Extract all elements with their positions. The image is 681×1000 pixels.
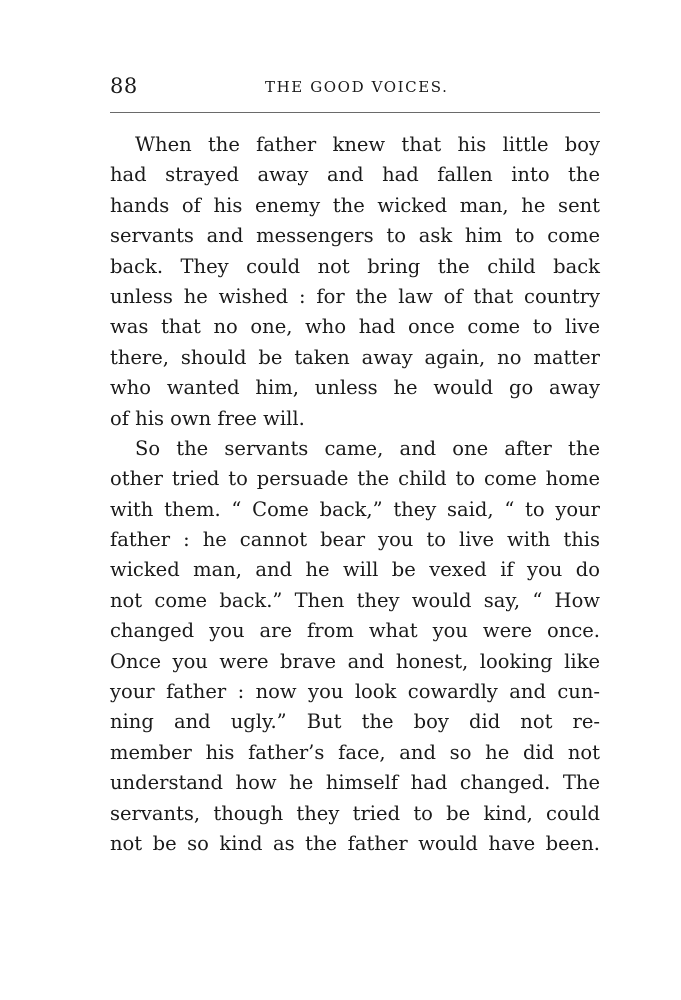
text-line: had strayed away and had fallen into the <box>110 163 600 187</box>
paragraph-1 <box>110 130 600 434</box>
page-header <box>110 74 600 104</box>
text-line: your father : now you look cowardly and cun- <box>110 680 600 704</box>
text-line: When the father knew that his little boy <box>135 133 600 156</box>
running-title: THE GOOD VOICES. <box>265 78 449 96</box>
text-line: wicked man, and he will be vexed if you do <box>110 558 600 582</box>
text-line: unless he wished : for the law of that country <box>110 284 600 308</box>
header-rule <box>110 112 600 113</box>
text-line: Once you were brave and honest, looking like <box>110 649 600 673</box>
body-text <box>110 130 600 859</box>
text-line: servants and messengers to ask him to come <box>110 224 600 248</box>
text-line: not be so kind as the father would have been. <box>110 831 600 855</box>
text-line: other tried to persuade the child to come home <box>110 467 600 491</box>
text-line: understand how he himself had changed. The <box>110 771 600 795</box>
text-line: servants, though they tried to be kind, could <box>110 801 600 825</box>
text-line: was that no one, who had once come to live <box>110 315 600 339</box>
text-line: with them. “ Come back,” they said, “ to your <box>110 497 600 521</box>
text-line: of his own free will. <box>110 406 305 430</box>
text-line: not come back.” Then they would say, “ How <box>110 588 600 612</box>
page-number: 88 <box>110 74 138 98</box>
text-line: changed you are from what you were once. <box>110 619 600 643</box>
text-line: there, should be taken away again, no matter <box>110 345 600 369</box>
text-line: member his father’s face, and so he did not <box>110 740 600 764</box>
text-line: father : he cannot bear you to live with this <box>110 528 600 552</box>
text-line: back. They could not bring the child back <box>110 254 600 278</box>
text-line: hands of his enemy the wicked man, he sent <box>110 193 600 217</box>
text-line: who wanted him, unless he would go away <box>110 376 600 400</box>
text-line: ning and ugly.” But the boy did not re- <box>110 710 600 734</box>
text-line: So the servants came, and one after the <box>135 436 600 460</box>
paragraph-2 <box>110 434 600 859</box>
